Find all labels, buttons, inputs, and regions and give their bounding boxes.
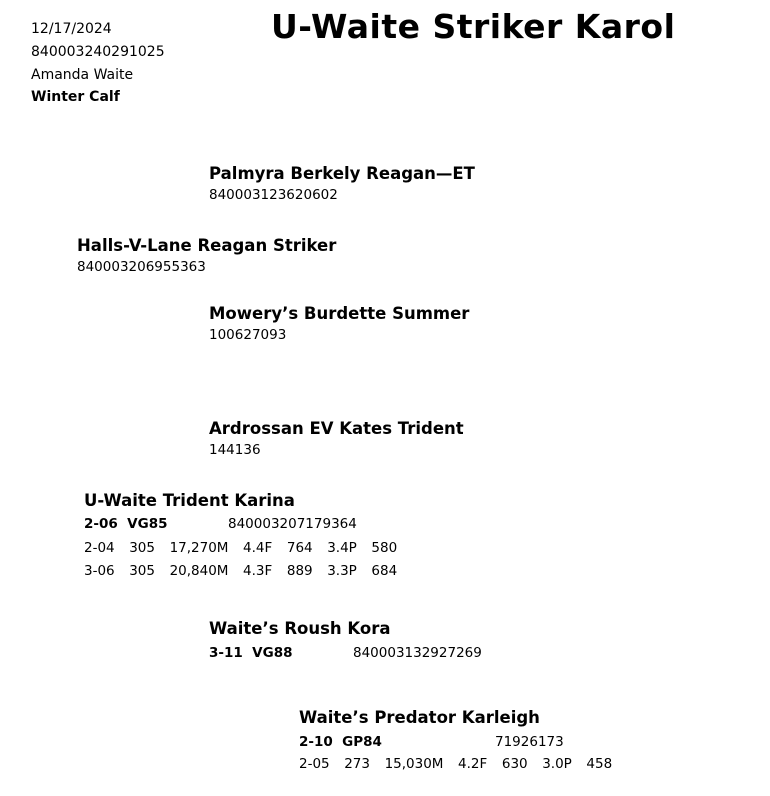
dam-dam-reg: 840003132927269 <box>353 645 482 661</box>
sire-dam-name: Mowery’s Burdette Summer <box>209 304 470 323</box>
dam-reg: 840003207179364 <box>228 516 357 532</box>
dam-classification: 2-06 VG85 <box>84 516 168 532</box>
sire-dam-reg: 100627093 <box>209 327 287 343</box>
class-label: Winter Calf <box>31 89 120 105</box>
sire-sire-name: Palmyra Berkely Reagan—ET <box>209 164 475 183</box>
dam-name: U-Waite Trident Karina <box>84 491 295 510</box>
dam-dam-name: Waite’s Roush Kora <box>209 619 391 638</box>
owner-name: Amanda Waite <box>31 67 134 83</box>
dam-dam-classification: 3-11 VG88 <box>209 645 293 661</box>
sire-name: Halls-V-Lane Reagan Striker <box>77 236 337 255</box>
dam-sire-reg: 144136 <box>209 442 261 458</box>
page-title: U-Waite Striker Karol <box>271 7 676 46</box>
dam-dam-dam-classification: 2-10 GP84 <box>299 734 382 750</box>
dam-dam-dam-record: 2-05 273 15,030M 4.2F 630 3.0P 458 <box>299 756 613 772</box>
dam-record: 2-04 305 17,270M 4.4F 764 3.4P 580 <box>84 540 398 556</box>
sire-sire-reg: 840003123620602 <box>209 187 338 203</box>
dam-dam-dam-name: Waite’s Predator Karleigh <box>299 708 540 727</box>
dam-sire-name: Ardrossan EV Kates Trident <box>209 419 464 438</box>
registration-number: 840003240291025 <box>31 44 165 60</box>
dam-record: 3-06 305 20,840M 4.3F 889 3.3P 684 <box>84 563 398 579</box>
dam-dam-dam-reg: 71926173 <box>495 734 564 750</box>
date-text: 12/17/2024 <box>31 21 112 37</box>
sire-reg: 840003206955363 <box>77 259 206 275</box>
